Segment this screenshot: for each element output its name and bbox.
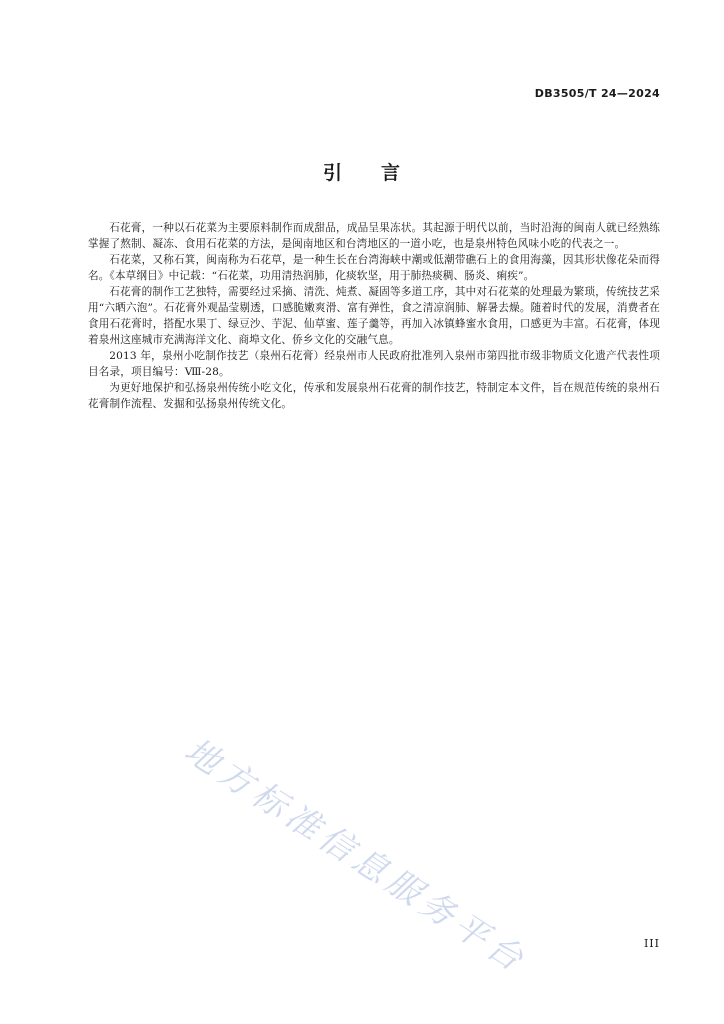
paragraph-3: 石花膏的制作工艺独特，需要经过采摘、清洗、炖煮、凝固等多道工序，其中对石花菜的处理最为繁琐，传统技艺采用“六晒六泡”。石花膏外观晶莹剔透，口感脆嫩爽滑、富有弹性，食之清凉润肺、解暑去燥。随着时代的发展，消费者在食用石花膏时，搭配水果丁、绿豆沙、芋泥、仙草蜜、莲子羹等，再加入冰镇蜂蜜水食用，口感更为丰富。石花膏，体现着泉州这座城市充满海洋文化、商埠文化、侨乡文化的交融气息。: [88, 286, 660, 346]
paragraph-4: 2013 年，泉州小吃制作技艺（泉州石花膏）经泉州市人民政府批准列入泉州市第四批市级非物质文化遗产代表性项目名录，项目编号：Ⅷ-28。: [88, 350, 660, 378]
introduction-body: [88, 220, 660, 412]
paragraph-5: 为更好地保护和弘扬泉州传统小吃文化，传承和发展泉州石花膏的制作技艺，特制定本文件，旨在规范传统的泉州石花膏制作流程、发掘和弘扬泉州传统文化。: [88, 382, 660, 410]
page-number: III: [643, 937, 660, 950]
paragraph-1: 石花膏，一种以石花菜为主要原料制作而成甜品，成品呈果冻状。其起源于明代以前，当时沿海的闽南人就已经熟练掌握了熬制、凝冻、食用石花菜的方法，是闽南地区和台湾地区的一道小吃，也是泉州特色风味小吃的代表之一。: [88, 222, 660, 250]
paragraph-2: 石花菜，又称石箕，闽南称为石花草，是一种生长在台湾海峡中潮或低潮带礁石上的食用海藻，因其形状像花朵而得名。《本草纲目》中记载：“石花菜，功用清热润肺，化痰软坚，用于肺热痰稠、肠炎、痢疾”。: [88, 254, 660, 282]
page-title: [0, 158, 724, 185]
document-code: DB3505/T 24—2024: [534, 87, 660, 100]
title-char-2: 言: [381, 162, 402, 184]
watermark: 地方标准信息服务平台: [177, 730, 535, 983]
title-char-1: 引: [322, 162, 343, 184]
